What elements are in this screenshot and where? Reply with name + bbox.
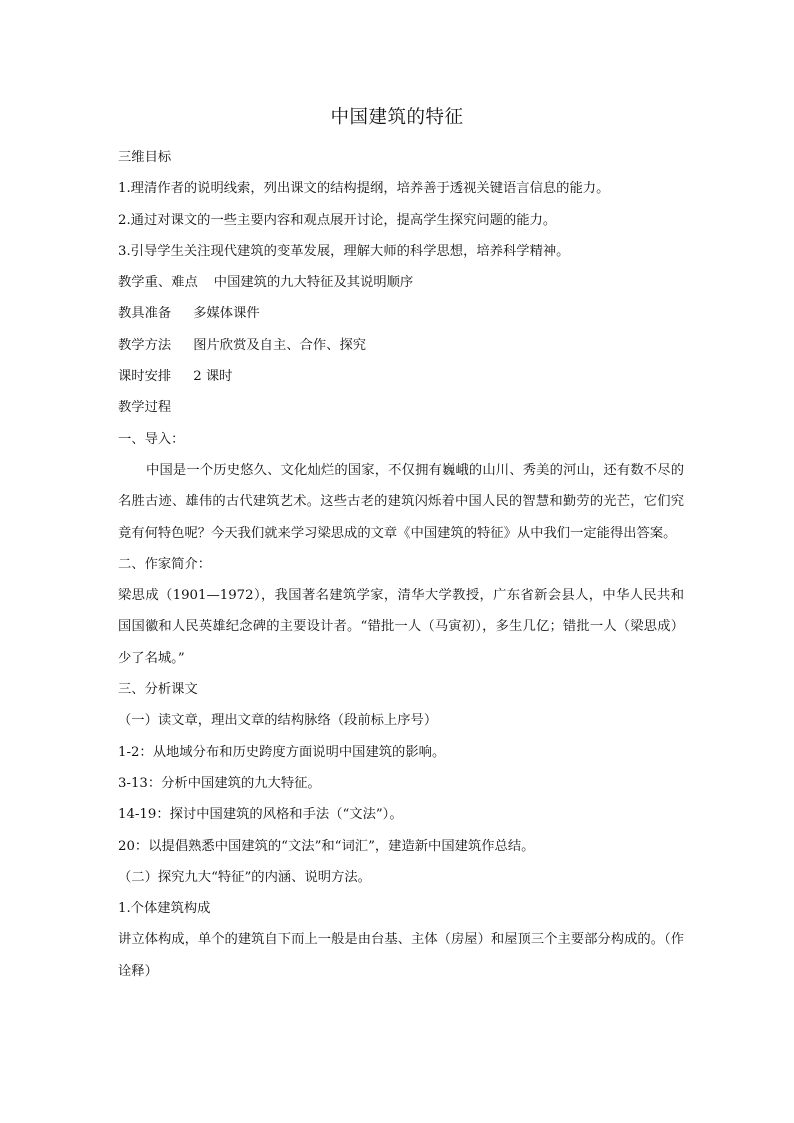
analysis-subheading-2: （二）探究九大“特征”的内涵、说明方法。 xyxy=(118,869,371,885)
methods-value: 图片欣赏及自主、合作、探究 xyxy=(193,337,367,353)
document-body xyxy=(118,142,684,987)
process-heading: 教学过程 xyxy=(118,400,172,416)
tools-value: 多媒体课件 xyxy=(193,306,260,322)
page-title: 中国建筑的特征 xyxy=(330,107,464,128)
key-points-label: 教学重、难点 xyxy=(118,275,198,291)
schedule-label: 课时安排 xyxy=(118,369,172,385)
methods-row xyxy=(118,330,684,361)
intro-heading: 一、导入： xyxy=(118,431,185,447)
structure-item-4: 20：以提倡熟悉中国建筑的“文法”和“词汇”，建造新中国建筑作总结。 xyxy=(118,838,535,854)
intro-paragraph: 中国是一个历史悠久、文化灿烂的国家，不仅拥有巍峨的山川、秀美的河山，还有数不尽的名胜古迹、雄伟的古代建筑艺术。这些古老的建筑闪烁着中国人民的智慧和勤劳的光芒，它们究竟有何特色呢？今天我们就来学习梁思成的文章《中国建筑的特征》从中我们一定能得出答案。 xyxy=(118,462,684,541)
structure-item-3: 14-19：探讨中国建筑的风格和手法（“文法”）。 xyxy=(118,807,403,823)
key-points-row xyxy=(118,267,684,298)
tools-label: 教具准备 xyxy=(118,306,172,322)
schedule-value: 2 课时 xyxy=(193,369,233,385)
goal-item-1: 1.理清作者的说明线索，列出课文的结构提纲，培养善于透视关键语言信息的能力。 xyxy=(118,181,610,197)
tools-row xyxy=(118,298,684,329)
feature1-heading: 1.个体建筑构成 xyxy=(118,901,211,917)
structure-item-2: 3-13：分析中国建筑的九大特征。 xyxy=(118,775,321,791)
methods-label: 教学方法 xyxy=(118,337,172,353)
feature1-paragraph: 讲立体构成，单个的建筑自下而上一般是由台基、主体（房屋）和屋顶三个主要部分构成的。（作诠释） xyxy=(118,932,684,979)
author-paragraph: 梁思成（1901—1972），我国著名建筑学家，清华大学教授，广东省新会县人，中华人民共和国国徽和人民英雄纪念碑的主要设计者。“错批一人（马寅初），多生几亿；错批一人（梁思成）少了名城。” xyxy=(118,588,684,666)
key-points-value: 中国建筑的九大特征及其说明顺序 xyxy=(213,275,414,291)
analysis-heading: 三、分析课文 xyxy=(118,682,198,698)
goal-item-2: 2.通过对课文的一些主要内容和观点展开讨论，提高学生探究问题的能力。 xyxy=(118,212,557,228)
goals-heading: 三维目标 xyxy=(118,150,172,165)
goal-item-3: 3.引导学生关注现代建筑的变革发展，理解大师的科学思想，培养科学精神。 xyxy=(118,243,570,259)
analysis-subheading-1: （一）读文章，理出文章的结构脉络（段前标上序号） xyxy=(118,713,438,729)
author-heading: 二、作家简介： xyxy=(118,556,212,572)
structure-item-1: 1-2：从地域分布和历史跨度方面说明中国建筑的影响。 xyxy=(118,744,446,760)
schedule-row xyxy=(118,361,684,392)
